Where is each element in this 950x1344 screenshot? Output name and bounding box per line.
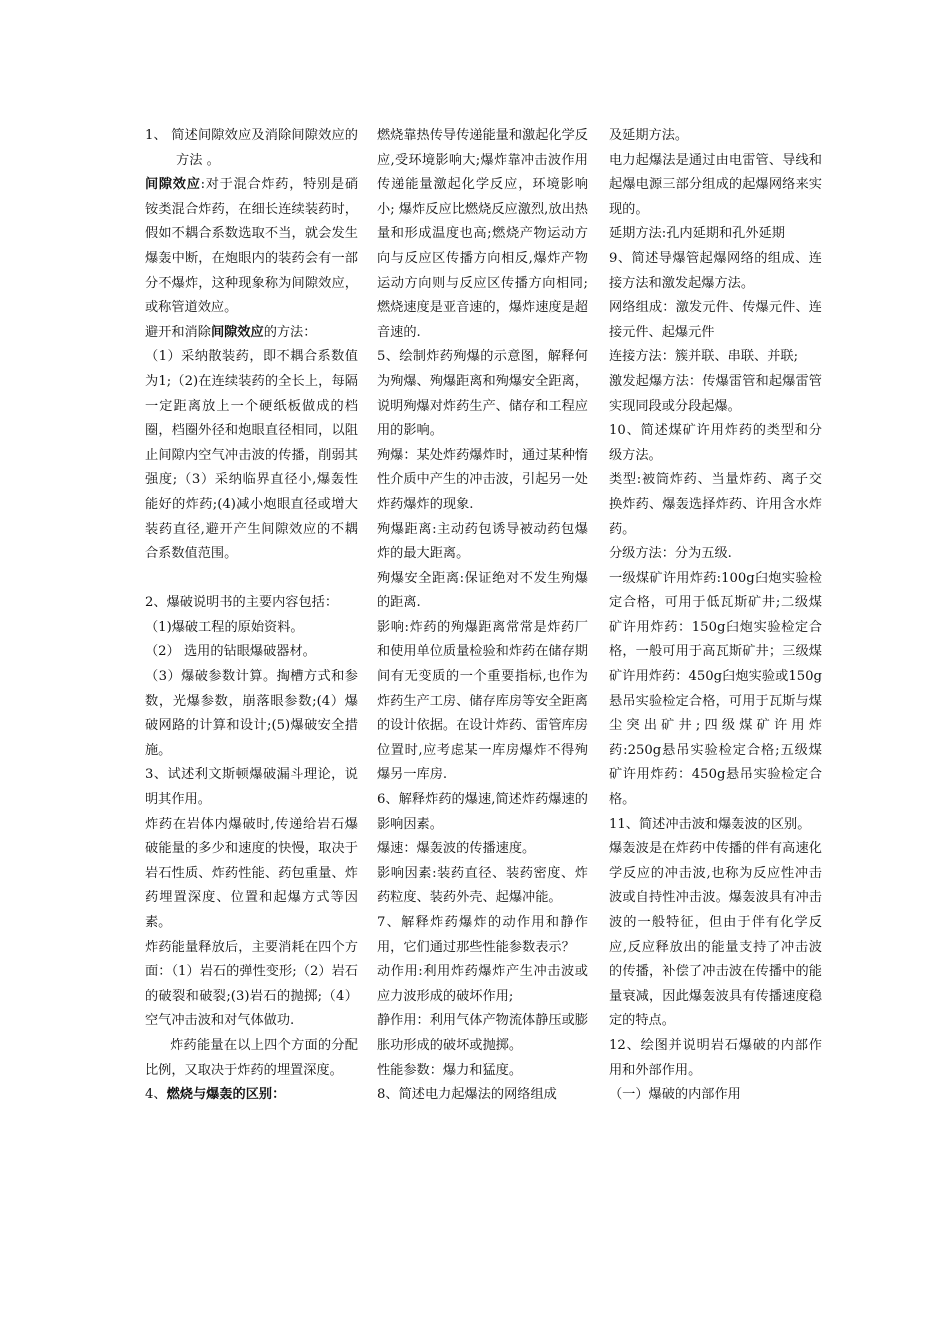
term-gap-effect: 间隙效应 (145, 177, 201, 193)
question-6-title: 6、解释炸药的爆速,简述炸药爆速的影响因素。 (377, 792, 588, 832)
question-9-answer-c: 激发起爆方法：传爆雷管和起爆雷管实现同段或分段起爆。 (609, 373, 822, 414)
question-3-title: 3、试述利文斯顿爆破漏斗理论，说明其作用。 (145, 767, 358, 808)
question-11-title: 11、简述冲击波和爆轰波的区别。 (609, 816, 811, 832)
question-9-title: 9、简述导爆管起爆网络的组成、连接方法和激发起爆方法。 (609, 250, 822, 291)
question-8-answer-a: 电力起爆法是通过由电雷管、导线和起爆电源三部分组成的起爆网络来实现的。 (609, 152, 822, 217)
question-8-title: 8、简述电力起爆法的网络组成 (377, 1087, 557, 1103)
spacer (145, 567, 358, 592)
term-gap-effect-2: 间隙效应 (210, 324, 264, 340)
question-10-answer-b: 分级方法：分为五级. (609, 546, 732, 562)
question-12-answer: （一）爆破的内部作用 (609, 1087, 741, 1103)
question-3-paragraph-3: 炸药能量在以上四个方面的分配比例，又取决于炸药的埋置深度。 (145, 1037, 358, 1078)
column-2 (377, 124, 588, 1108)
question-10-title: 10、简述煤矿许用炸药的类型和分级方法。 (609, 423, 822, 463)
question-3-paragraph-1: 炸药在岩体内爆破时,传递给岩石爆破能量的多少和速度的快慢，取决于岩石性质、炸药性能、药包重量、炸药埋置深度、位置和起爆方式等因素。 (145, 816, 358, 930)
question-7-answer-a: 动作用:利用炸药爆炸产生冲击波或应力波形成的破坏作用; (377, 964, 588, 1004)
question-3-paragraph-2: 炸药能量释放后，主要消耗在四个方面：（1）岩石的弹性变形;（2）岩石的破裂和破裂;(3)岩石的抛掷;（4）空气冲击波和对气体做功. (145, 939, 358, 1029)
question-4-title: 4、燃烧与爆轰的区别： (145, 1087, 286, 1103)
question-1-methods: （1）采纳散装药，即不耦合系数值为1;（2)在连续装药的全长上，每隔一定距离放上一个硬纸板做成的档圈，档圈外径和炮眼直径相同，以阻止间隙内空气冲击波的传播，削弱其强度;（3）采纳临界直径小,爆轰性能好的炸药;(4)减小炮眼直径或增大装药直径,避开产生间隙效应的不耦合系数值范围。 (145, 349, 358, 562)
question-2-item-1: （1)爆破工程的原始资料。 (145, 619, 304, 635)
question-5-title: 5、绘制炸药殉爆的示意图，解释何为殉爆、殉爆距离和殉爆安全距离，说明殉爆对炸药生产、储存和工程应用的影响。 (377, 349, 588, 439)
question-1-method-heading: 避开和消除间隙效应的方法： (145, 324, 317, 340)
question-10-answer-c: 一级煤矿许用炸药:100g臼炮实验检定合格，可用于低瓦斯矿井;二级煤矿许用炸药：150g臼炮实验检定合格，一般可用于高瓦斯矿井；三级煤矿许用炸药：450g臼炮实验或150g悬吊实验检定合格，可用于瓦斯与煤尘突出矿井;四级煤矿许用炸药:250g悬吊实验检定合格;五级煤矿许用炸药：450g悬吊实验检定合格。 (609, 570, 822, 808)
question-4-answer: 燃烧靠热传导传递能量和激起化学反应,受环境影响大;爆炸靠冲击波作用传递能量激起化学反应，环境影响小; 爆炸反应比燃烧反应激烈,放出热量和形成温度也高;燃烧产物运动方向与反应区传播方向相反,爆炸产物运动方向则与反应区传播方向相同;燃烧速度是亚音速的，爆炸速度是超音速的. (377, 128, 588, 340)
column-1 (145, 124, 358, 1108)
question-2-title: 2、爆破说明书的主要内容包括： (145, 595, 339, 611)
question-7-title: 7、解释炸药爆炸的动作用和静作用，它们通过那些性能参数表示？ (377, 915, 588, 955)
question-12-title: 12、绘图并说明岩石爆破的内部作用和外部作用。 (609, 1037, 822, 1078)
question-1-title: 1、 简述间隙效应及消除间隙效应的方法 。 (145, 128, 358, 168)
question-8-answer-b: 延期方法:孔内延期和孔外延期 (609, 226, 785, 242)
question-10-answer-a: 类型:被筒炸药、当量炸药、离子交换炸药、爆轰选择炸药、许用含水炸药。 (609, 472, 822, 537)
question-2-item-2: （2） 选用的钻眼爆破器材。 (145, 644, 316, 660)
question-9-answer-a: 网络组成：激发元件、传爆元件、连接元件、起爆元件 (609, 300, 822, 340)
question-7-answer-b: 静作用：利用气体产物流体静压或膨胀功形成的破坏或抛掷。 (377, 1013, 588, 1053)
question-6-answer-b: 影响因素:装药直径、装药密度、炸药粒度、装药外壳、起爆冲能。 (377, 865, 588, 906)
question-5-answer-d: 影响:炸药的殉爆距离常常是炸药厂和使用单位质量检验和炸药在储存期间有无变质的一个重要指标,也作为炸药生产工房、储存库房等安全距离的设计依据。在设计炸药、雷管库房位置时,应考虑某一库房爆炸不得殉爆另一库房. (377, 619, 588, 783)
question-11-answer: 爆轰波是在炸药中传播的伴有高速化学反应的冲击波,也称为反应性冲击波或自持性冲击波。爆轰波具有冲击波的一般特征，但由于伴有化学反应,反应释放出的能量支持了冲击波的传播，补偿了冲击波在传播中的能量衰减，因此爆轰波具有传播速度稳定的特点。 (609, 841, 822, 1029)
column-3 (609, 124, 822, 1108)
question-5-answer-b: 殉爆距离:主动药包诱导被动药包爆炸的最大距离。 (377, 521, 588, 562)
question-5-answer-a: 殉爆：某处炸药爆炸时，通过某种惰性介质中产生的冲击波，引起另一处炸药爆炸的现象. (377, 447, 588, 512)
question-1-definition: 间隙效应:对于混合炸药，特别是硝铵类混合炸药，在细长连续装药时，假如不耦合系数选取不当，就会发生爆轰中断，在炮眼内的装药会有一部分不爆炸，这种现象称为间隙效应，或称管道效应。 (145, 177, 359, 316)
question-7-answer-c: 性能参数：爆力和猛度。 (377, 1062, 523, 1078)
question-5-answer-c: 殉爆安全距离:保证绝对不发生殉爆的距离. (377, 570, 588, 611)
question-6-answer-a: 爆速：爆轰波的传播速度。 (377, 841, 536, 857)
question-8-title-cont: 及延期方法。 (609, 128, 689, 143)
question-9-answer-b: 连接方法：簇并联、串联、并联; (609, 349, 799, 365)
question-2-item-3: （3）爆破参数计算。掏槽方式和参数，光爆参数，崩落眼参数;(4）爆破网路的计算和设计;(5)爆破安全措施。 (145, 669, 358, 758)
